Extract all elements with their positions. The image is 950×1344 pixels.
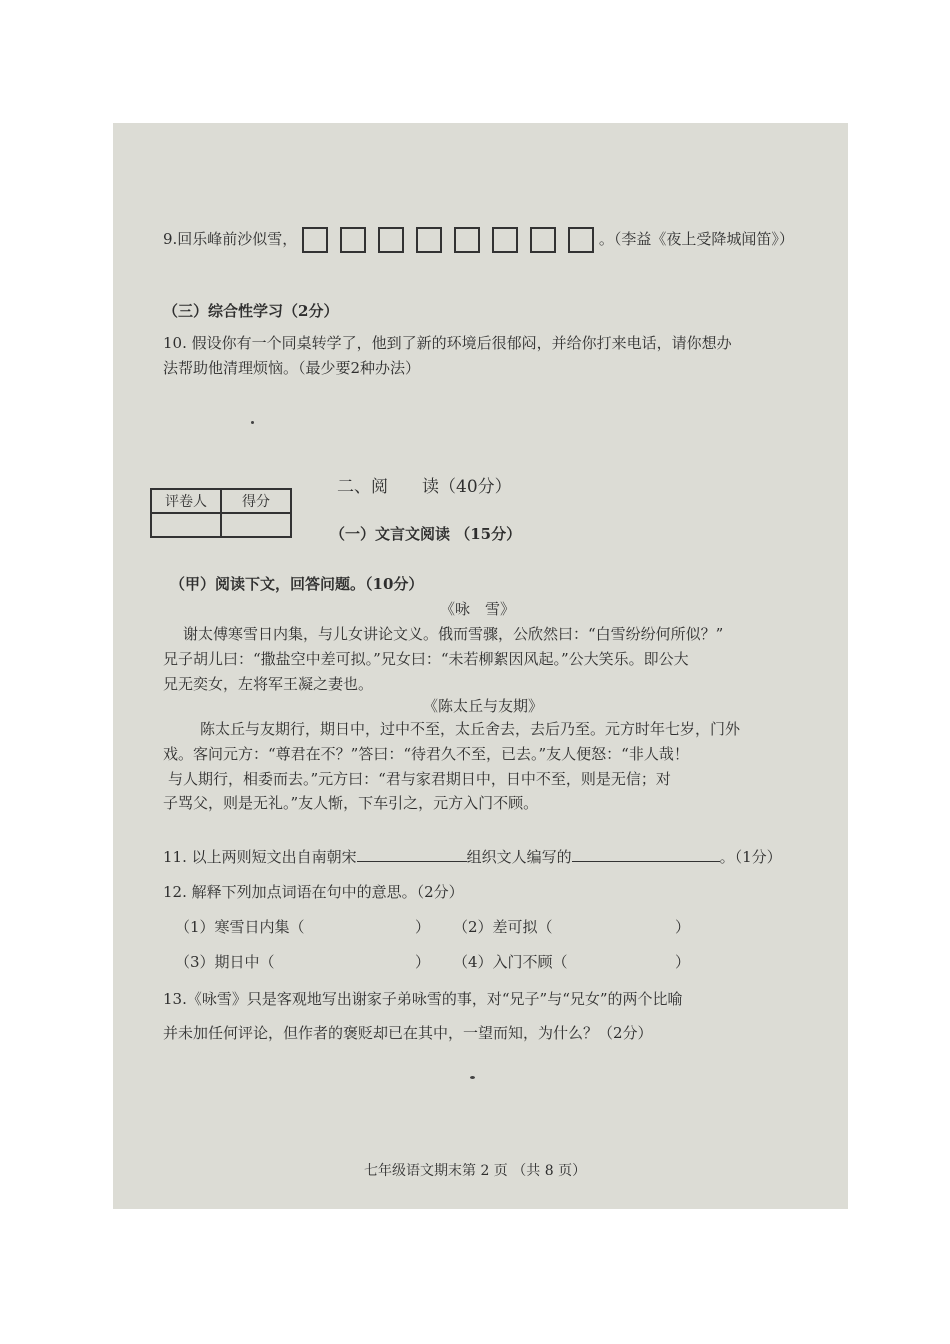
page-footer: 七年级语文期末第 2 页 （共 8 页） xyxy=(364,1163,587,1179)
passage-line: 兄无奕女，左将军王凝之妻也。 xyxy=(163,675,374,693)
q11-blank-1[interactable] xyxy=(357,861,467,862)
passage-title-yongxue: 《咏 雪》 xyxy=(440,600,516,618)
q11-line xyxy=(163,846,782,867)
q11-text-c: 。（1分） xyxy=(719,848,782,866)
q12-item-1: （1）寒雪日内集（ xyxy=(175,918,305,936)
ink-speck xyxy=(470,1076,475,1079)
section3-heading: （三）综合性学习（2分） xyxy=(163,302,339,320)
q11-text-b: 组织文人编写的 xyxy=(466,848,572,866)
passage-line: 与人期行，相委而去。”元方曰：“君与家君期日中，日中不至，则是无信；对 xyxy=(168,770,671,788)
ink-speck xyxy=(251,421,254,424)
q12-item-3: （3）期日中（ xyxy=(175,953,275,971)
score-col-header: 得分 xyxy=(221,489,291,513)
q11-blank-2[interactable] xyxy=(572,861,720,862)
answer-box[interactable] xyxy=(378,227,404,253)
passage-line: 陈太丘与友期行，期日中，过中不至，太丘舍去，去后乃至。元方时年七岁，门外 xyxy=(200,720,741,738)
score-cell[interactable] xyxy=(221,513,291,537)
answer-box[interactable] xyxy=(454,227,480,253)
answer-box[interactable] xyxy=(568,227,594,253)
part2-subtitle: （一）文言文阅读 （15分） xyxy=(330,525,522,543)
q13-line2: 并未加任何评论，但作者的褒贬却已在其中，一望而知，为什么？（2分） xyxy=(163,1024,653,1042)
q12-item-2-close: ） xyxy=(675,918,691,936)
grader-table xyxy=(150,488,292,538)
q12-prompt: 12. 解释下列加点词语在句中的意思。（2分） xyxy=(163,883,464,901)
q10-line2: 法帮助他清理烦恼。（最少要2种办法） xyxy=(163,359,421,377)
q13-line1: 13.《咏雪》只是客观地写出谢家子弟咏雪的事，对“兄子”与“兄女”的两个比喻 xyxy=(163,990,683,1008)
answer-box[interactable] xyxy=(492,227,518,253)
grader-col-header: 评卷人 xyxy=(151,489,221,513)
answer-box[interactable] xyxy=(302,227,328,253)
q12-item-4: （4）入门不顾（ xyxy=(453,953,568,971)
q9-prefix: 9.回乐峰前沙似雪， xyxy=(163,230,298,248)
passage-line: 戏。客问元方：“尊君在不？”答曰：“待君久不至，已去。”友人便怒：“非人哉！ xyxy=(163,745,689,763)
passage-line: 谢太傅寒雪日内集，与儿女讲论文义。俄而雪骤，公欣然曰：“白雪纷纷何所似？” xyxy=(183,625,724,643)
q12-item-4-close: ） xyxy=(675,953,691,971)
q9-suffix: 。（李益《夜上受降城闻笛》） xyxy=(598,230,794,248)
passage-title-chentaiqiu: 《陈太丘与友期》 xyxy=(423,697,544,715)
q12-item-3-close: ） xyxy=(415,953,431,971)
q11-text-a: 11. 以上两则短文出自南朝宋 xyxy=(163,848,357,866)
q9-answer-boxes[interactable] xyxy=(302,227,594,253)
passage-a-instruction: （甲）阅读下文，回答问题。（10分） xyxy=(170,575,424,593)
q10-line1: 10. 假设你有一个同桌转学了，他到了新的环境后很郁闷，并给你打来电话，请你想办 xyxy=(163,334,732,352)
q12-item-1-close: ） xyxy=(415,918,431,936)
q9-line xyxy=(163,227,794,253)
passage-line: 子骂父，则是无礼。”友人惭，下车引之，元方入门不顾。 xyxy=(163,794,539,812)
grader-cell[interactable] xyxy=(151,513,221,537)
q12-item-2: （2）差可拟（ xyxy=(453,918,553,936)
answer-box[interactable] xyxy=(530,227,556,253)
answer-box[interactable] xyxy=(340,227,366,253)
part2-title: 二、阅 读（40分） xyxy=(337,477,512,497)
answer-box[interactable] xyxy=(416,227,442,253)
passage-line: 兄子胡儿曰：“撒盐空中差可拟。”兄女曰：“未若柳絮因风起。”公大笑乐。即公大 xyxy=(163,650,689,668)
